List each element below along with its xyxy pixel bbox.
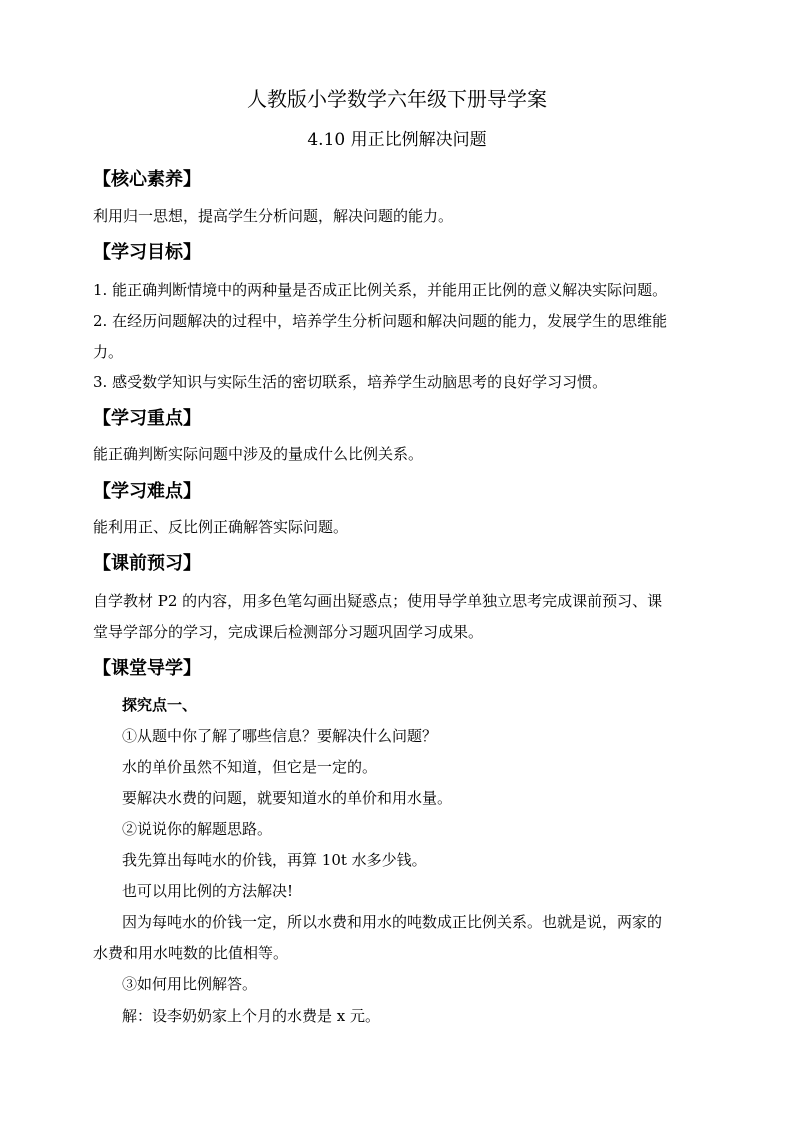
heading-key-points: 【学习重点】 bbox=[93, 408, 201, 429]
explore-point-title: 探究点一、 bbox=[122, 696, 198, 714]
heading-preview: 【课前预习】 bbox=[93, 553, 201, 574]
goal-item-1: 1. 能正确判断情境中的两种量是否成正比例关系，并能用正比例的意义解决实际问题。 bbox=[93, 281, 668, 299]
document-title: 人教版小学数学六年级下册导学案 bbox=[247, 87, 547, 111]
answer-line-1: 水的单价虽然不知道，但它是一定的。 bbox=[122, 758, 378, 776]
core-literacy-text: 利用归一思想，提高学生分析问题，解决问题的能力。 bbox=[93, 207, 454, 225]
question-2: ②说说你的解题思路。 bbox=[122, 820, 273, 838]
key-points-text: 能正确判断实际问题中涉及的量成什么比例关系。 bbox=[93, 445, 424, 463]
solution-line: 解：设李奶奶家上个月的水费是 x 元。 bbox=[122, 1007, 380, 1025]
answer-line-4: 也可以用比例的方法解决! bbox=[122, 882, 294, 900]
heading-core-literacy: 【核心素养】 bbox=[93, 169, 201, 190]
goal-item-3: 3. 感受数学知识与实际生活的密切联系，培养学生动脑思考的良好学习习惯。 bbox=[93, 373, 608, 391]
answer-line-5: 因为每吨水的价钱一定，所以水费和用水的吨数成正比例关系。也就是说，两家的 bbox=[122, 913, 663, 931]
answer-line-2: 要解决水费的问题，就要知道水的单价和用水量。 bbox=[122, 789, 453, 807]
preview-text-line-1: 自学教材 P2 的内容，用多色笔勾画出疑惑点；使用导学单独立思考完成课前预习、课 bbox=[93, 592, 663, 610]
heading-classroom-guide: 【课堂导学】 bbox=[93, 658, 201, 679]
lesson-subtitle: 4.10 用正比例解决问题 bbox=[307, 130, 487, 150]
goal-item-2-line-2: 力。 bbox=[93, 343, 124, 361]
heading-learning-goals: 【学习目标】 bbox=[93, 242, 201, 263]
question-1: ①从题中你了解了哪些信息？要解决什么问题？ bbox=[122, 727, 438, 745]
goal-item-2-line-1: 2. 在经历问题解决的过程中，培养学生分析问题和解决问题的能力，发展学生的思维能 bbox=[93, 312, 668, 330]
question-3: ③如何用比例解答。 bbox=[122, 975, 258, 993]
answer-line-3: 我先算出每吨水的价钱，再算 10t 水多少钱。 bbox=[122, 851, 427, 869]
preview-text-line-2: 堂导学部分的学习，完成课后检测部分习题巩固学习成果。 bbox=[93, 623, 484, 641]
difficulties-text: 能利用正、反比例正确解答实际问题。 bbox=[93, 518, 349, 536]
answer-line-5-continued: 水费和用水吨数的比值相等。 bbox=[93, 944, 289, 962]
heading-difficulties: 【学习难点】 bbox=[93, 481, 201, 502]
